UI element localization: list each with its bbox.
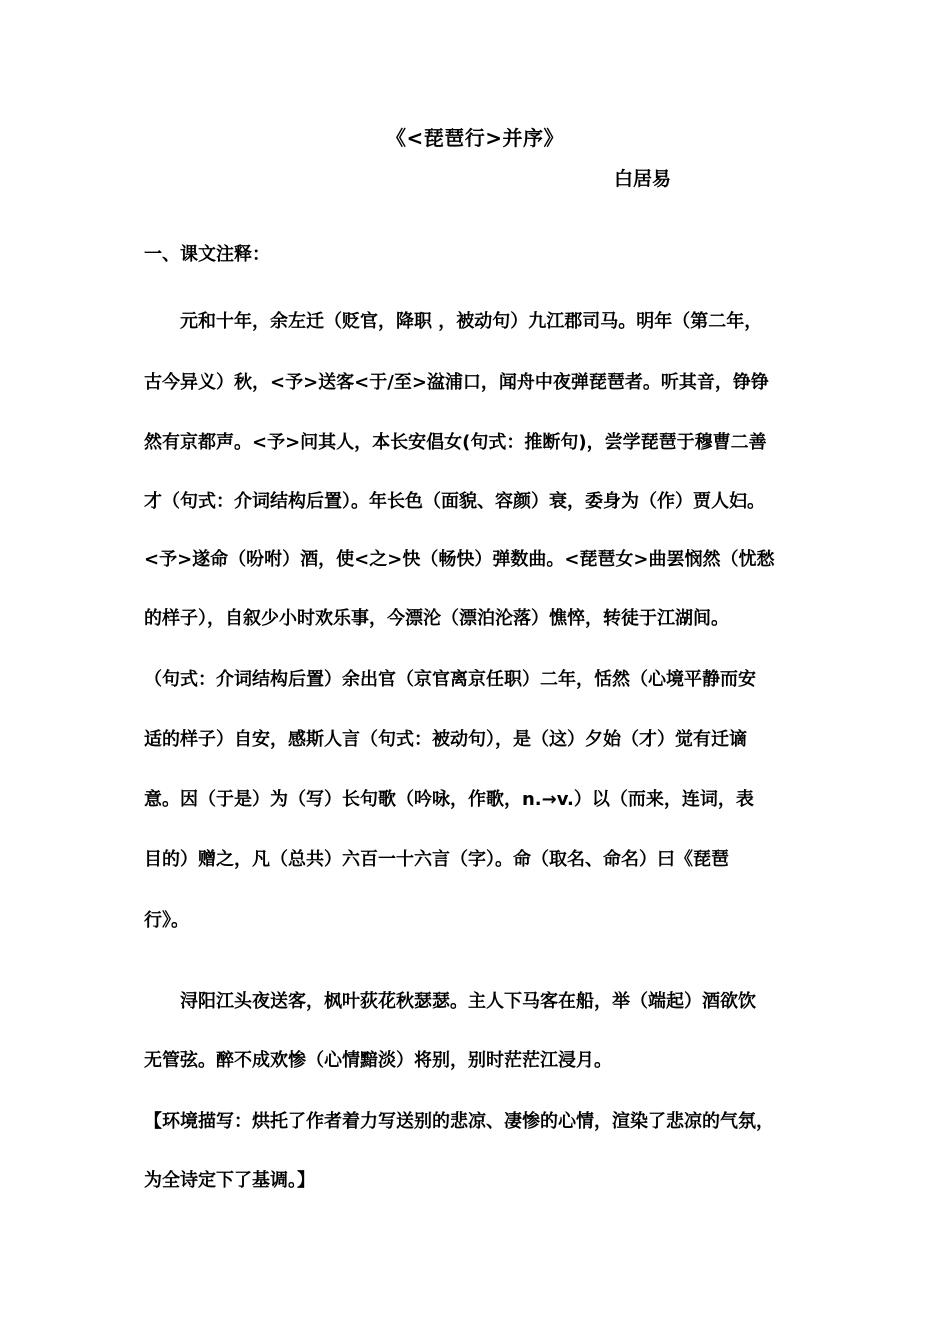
poem-line: 无管弦。醉不成欢惨（心情黯淡）将别，别时茫茫江浸月。	[144, 1050, 612, 1071]
poem-line: 浔阳江头夜送客，枫叶荻花秋瑟瑟。主人下马客在船，举（端起）酒欲饮	[180, 991, 756, 1012]
preface-line: 元和十年，余左迁（贬官，降职 ，被动句）九江郡司马。明年（第二年，	[180, 311, 763, 332]
preface-line: 意。因（于是）为（写）长句歌（吟咏，作歌，n.→v.）以（而来，连词，表	[144, 789, 754, 810]
preface-line: 适的样子）自安，感斯人言（句式：被动句），是（这）夕始（才）觉有迁谪	[144, 729, 747, 750]
preface-line: 才（句式：介词结构后置）。年长色（面貌、容颜）衰，委身为（作）贾人妇。	[144, 491, 765, 512]
preface-line: 行》。	[144, 910, 189, 931]
section-heading: 一、课文注释：	[144, 244, 270, 265]
preface-line: 目的）赠之，凡（总共）六百一十六言（字）。命（取名、命名）曰《琵琶	[144, 849, 729, 870]
preface-line: 古今异义）秋，<予>送客<于/至>湓浦口，闻舟中夜弹琵琶者。听其音，铮铮	[144, 372, 769, 393]
document-author: 白居易	[614, 168, 672, 190]
commentary-line: 【环境描写：烘托了作者着力写送别的悲凉、凄惨的心情，渲染了悲凉的气氛，	[144, 1111, 774, 1132]
preface-line: （句式：介词结构后置）余出官（京官离京任职）二年，恬然（心境平静而安	[144, 669, 756, 690]
commentary-line: 为全诗定下了基调。】	[144, 1170, 315, 1191]
preface-line: 的样子），自叙少小时欢乐事，今漂沦（漂泊沦落）憔悴，转徒于江湖间。	[144, 608, 729, 629]
document-title: 《<琵琶行>并序》	[385, 126, 564, 150]
preface-line: 然有京都声。<予>问其人，本长安倡女(句式：推断句)，尝学琵琶于穆曹二善	[144, 432, 767, 453]
preface-line: <予>遂命（吩咐）酒，使<之>快（畅快）弹数曲。<琵琶女>曲罢悯然（忧愁	[144, 549, 775, 570]
